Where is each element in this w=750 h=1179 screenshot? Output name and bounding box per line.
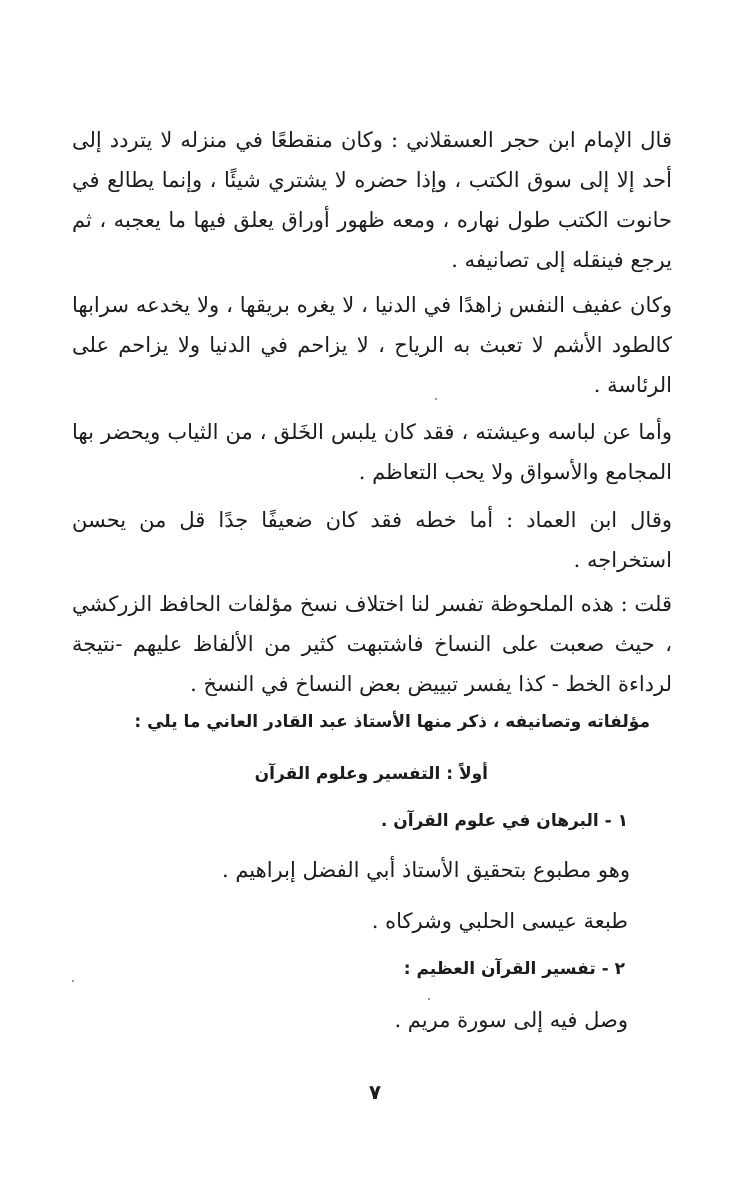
section-heading: أولاً : التفسير وعلوم القرآن — [254, 764, 488, 784]
page-number: ٧ — [368, 1080, 382, 1104]
paragraph-asceticism: وكان عفيف النفس زاهدًا في الدنيا ، لا يغره بريقها ، ولا يخدعه سرابها كالطود الأشم لا تعبث به الرياح ، لا يزاحم في الدنيا ولا يزاحم على الرئاسة . — [72, 293, 672, 397]
paragraph-clothing: وأما عن لباسه وعيشته ، فقد كان يلبس الخَلق ، من الثياب ويحضر بها المجامع والأسواق ولا يحب التعاظم . — [72, 420, 672, 484]
scan-speck — [428, 998, 430, 1000]
paragraph-manuscripts: قلت : هذه الملحوظة تفسر لنا اختلاف نسخ مؤلفات الحافظ الزركشي ، حيث صعبت على النساخ فاشتبهت كثير من الألفاظ عليهم -نتيجة لرداءة الخط - كذا يفسر تبييض بعض النساخ في النسخ . — [72, 592, 672, 696]
item-2-note: وصل فيه إلى سورة مريم . — [394, 1008, 628, 1032]
scan-speck — [72, 980, 74, 982]
scan-speck — [435, 398, 437, 400]
item-2-title: ٢ - تفسير القرآن العظيم : — [403, 959, 625, 979]
item-1-edition-note: وهو مطبوع بتحقيق الأستاذ أبي الفضل إبراهيم . — [221, 858, 630, 882]
item-1-title: ١ - البرهان في علوم القرآن . — [380, 811, 628, 831]
paragraph-ibn-hajar: قال الإمام ابن حجر العسقلاني : وكان منقطعًا في منزله لا يتردد إلى أحد إلا إلى سوق الكتب ، وإذا حضره لا يشتري شيئًا ، وإنما يطالع في حانوت الكتب طول نهاره ، ومعه ظهور أوراق يعلق فيها ما يعجبه ، ثم يرجع فينقله إلى تصانيفه . — [72, 128, 672, 272]
works-heading: مؤلفاته وتصانيفه ، ذكر منها الأستاذ عبد القادر العاني ما يلي : — [134, 712, 650, 732]
item-1-publisher-note: طبعة عيسى الحلبي وشركاه . — [371, 909, 628, 933]
paragraph-handwriting: وقال ابن العماد : أما خطه فقد كان ضعيفًا جدًا قل من يحسن استخراجه . — [72, 508, 672, 572]
